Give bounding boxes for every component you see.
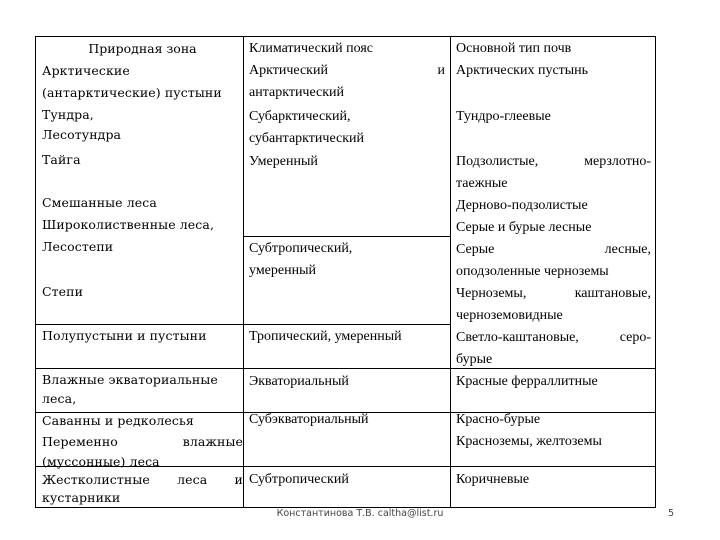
soil-word: серо- [619,330,651,345]
zone-cell: Лесостепи [42,239,114,254]
zone-cell: кустарники [42,490,121,505]
header-soil: Основной тип почв [456,41,572,56]
zone-cell: Влажные экваториальные [42,372,218,387]
soil-cell: Красные ферраллитные [456,374,598,389]
column-divider [450,37,451,507]
soil-word: каштановые, [574,286,651,301]
header-zone: Природная зона [88,41,197,56]
soil-cell: таежные [456,176,508,191]
soil-cell: черноземовидные [456,308,563,323]
zone-cell: Полупустыни и пустыни [42,328,207,343]
soil-zones-table [35,36,656,508]
zone-cell: Степи [42,284,84,299]
soil-cell: оподзоленные черноземы [456,264,609,279]
zone-word: Жестколистные [42,472,150,487]
soil-word: Подзолистые, [456,154,539,169]
climate-cell: Субарктический, [249,109,351,124]
footer-author: Константинова Т.В. caltha@list.ru [276,508,444,519]
zone-word: леса [177,472,208,487]
soil-cell: Красно-бурые [456,412,541,427]
zone-cell: (антарктические) пустыни [42,85,222,100]
soil-cell: бурые [456,352,493,367]
climate-cell [249,60,445,82]
climate-cell: субантарктический [249,131,365,146]
soil-word: Светло-каштановые, [456,330,579,345]
soil-cell [456,239,651,261]
soil-cell: Тундро-глеевые [456,109,551,124]
row-divider [243,236,451,237]
soil-cell: Серые и бурые лесные [456,220,592,235]
zone-cell: Тундра, [42,107,94,122]
page-number: 5 [668,508,675,519]
zone-cell: Саванны и редколесья [42,413,194,428]
climate-cell: Тропический, умеренный [249,329,402,344]
climate-cell: умеренный [249,263,316,278]
soil-word: мерзлотно- [584,154,651,169]
soil-word: Черноземы, [456,286,527,301]
climate-cell: Умеренный [249,154,318,169]
zone-word: влажные [182,434,243,449]
climate-cell: Субтропический, [249,241,353,256]
header-climate: Климатический пояс [249,41,374,56]
zone-cell [42,431,243,453]
climate-cell: Экваториальный [249,374,349,389]
zone-cell: (муссонные) леса [42,454,160,469]
soil-word: лесные, [604,242,651,257]
soil-cell [456,283,651,305]
climate-cell: Субтропический [249,472,349,487]
zone-cell: Лесотундра [42,127,122,142]
soil-cell [456,151,651,173]
soil-cell: Красноземы, желтоземы [456,434,602,449]
zone-cell: Арктические [42,63,130,78]
soil-cell: Арктических пустынь [456,63,589,78]
climate-word: Арктический [249,63,328,78]
climate-word: и [437,63,445,78]
zone-word: Переменно [42,434,118,449]
soil-word: Серые [456,242,495,257]
zone-cell: Широколиственные леса, [42,217,215,232]
climate-cell: Субэкваториальный [249,412,369,427]
soil-cell [456,327,651,349]
soil-cell: Дерново-подзолистые [456,198,588,213]
column-divider [243,37,244,507]
zone-cell: Тайга [42,152,81,167]
zone-cell: Смешанные леса [42,195,157,210]
soil-cell: Коричневые [456,472,530,487]
zone-word: и [234,472,243,487]
climate-cell: антарктический [249,85,345,100]
zone-cell: леса, [42,391,77,406]
